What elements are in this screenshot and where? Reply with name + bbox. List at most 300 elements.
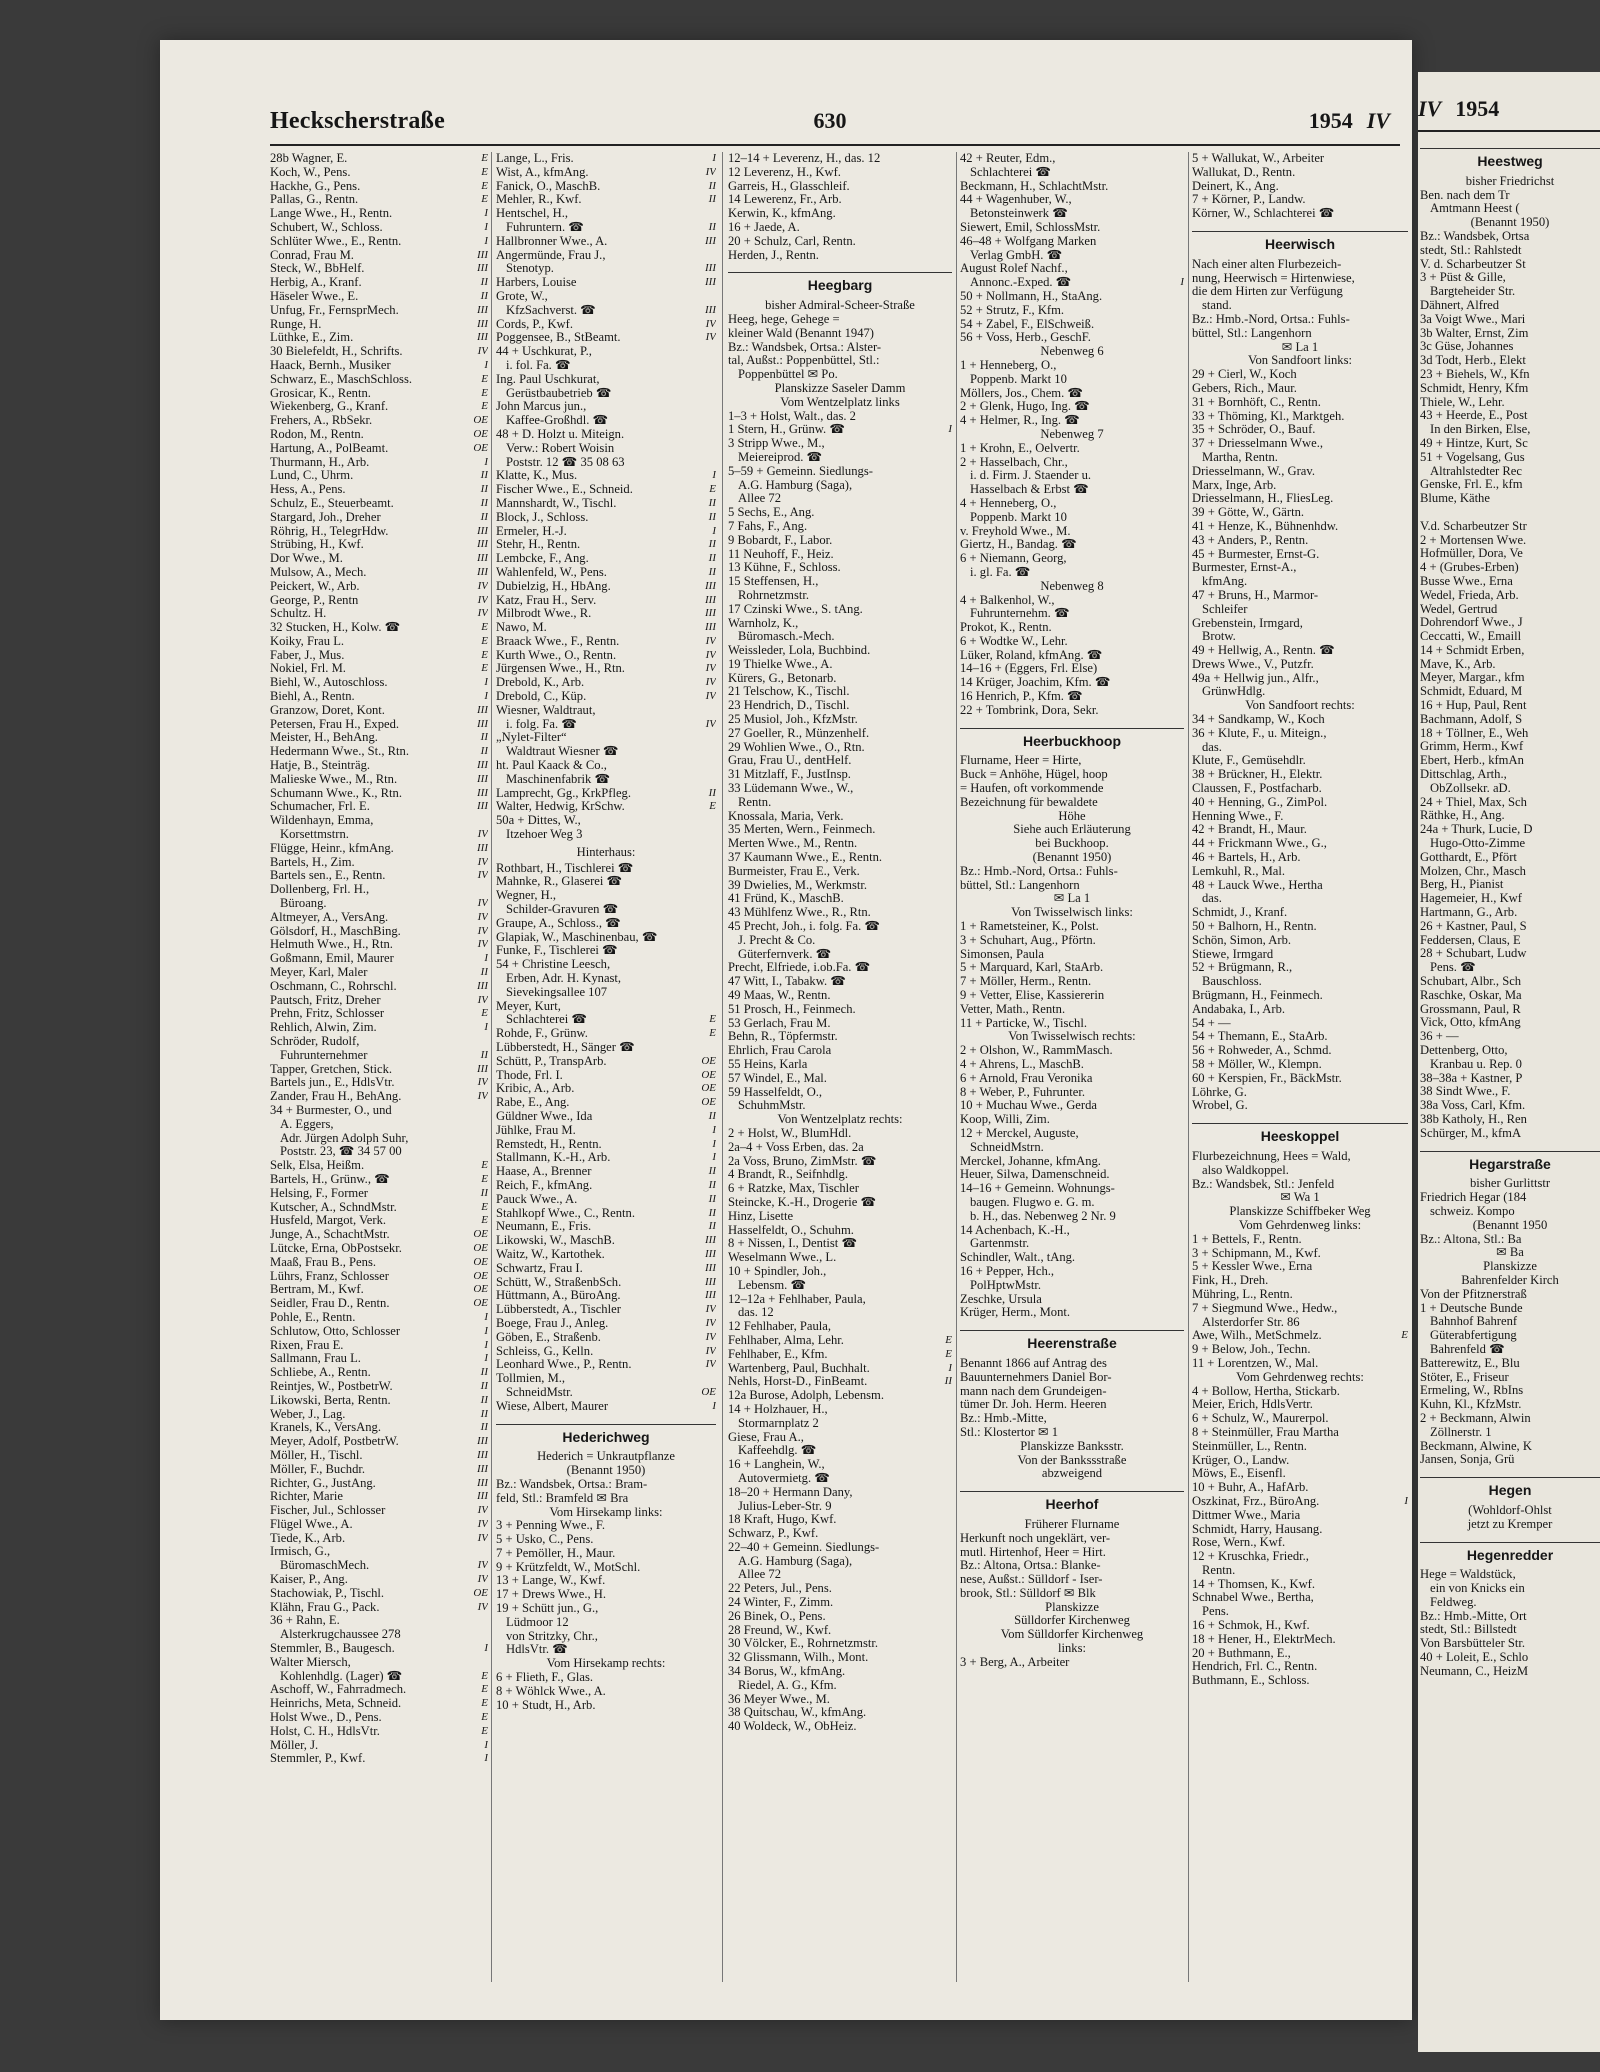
listing-entry [960,525,1184,539]
floor-marker: E [709,1027,716,1040]
listing-entry [728,617,952,631]
entry-text: Schumann Wwe., K., Rtn. [270,786,402,800]
entry-text: Kaffeehdlg. ☎ [738,1444,817,1458]
listing-entry [496,944,716,958]
listing-entry [1420,1384,1600,1398]
entry-text: Mannshardt, W., Tischl. [496,496,617,510]
listing-entry [960,1237,1184,1251]
floor-marker: III [477,262,488,275]
entry-text: Mühring, L., Rentn. [1192,1287,1293,1301]
listing-entry [270,1573,488,1587]
entry-text: Bz.: Hmb.-Mitte, Ort [1420,1609,1527,1623]
listing-entry [1420,258,1600,272]
listing-entry [960,1559,1184,1573]
listing-entry [1420,1412,1600,1426]
listing-entry [1192,548,1408,562]
entry-text: 22–40 + Gemeinn. Siedlungs- [728,1540,880,1554]
listing-entry [1420,878,1600,892]
entry-text: Schlutow, Otto, Schlosser [270,1324,401,1338]
entry-text: Strübing, H., Kwf. [270,538,364,552]
street-heading: Heestweg [1420,148,1600,169]
listing-entry [1192,1605,1408,1619]
entry-text: Grebenstein, Irmgard, [1192,616,1303,630]
listing-entry [1192,1426,1408,1440]
entry-text: Schulz, E., Steuerbeamt. [270,496,394,510]
listing-entry [270,773,488,787]
listing-entry [496,1372,716,1386]
floor-marker: II [708,538,716,551]
entry-text: Nawo, M. [496,621,547,635]
listing-entry [270,1352,488,1366]
listing-entry [1420,975,1600,989]
entry-text: nung, Heerwisch = Hirtenwiese, [1192,271,1355,285]
floor-marker: II [708,510,716,523]
street-heading: Heerbuckhoop [960,728,1184,749]
entry-text: 12 + Kruschka, Friedr., [1192,1550,1309,1564]
floor-marker: II [708,496,716,509]
listing-entry [1420,851,1600,865]
entry-text: Steck, W., BbHelf. [270,262,365,276]
listing-entry [1192,1072,1408,1086]
entry-text: Steincke, K.-H., Drogerie ☎ [728,1195,877,1209]
facing-page-header [1418,96,1499,122]
floor-marker: E [481,152,488,164]
listing-entry [1192,1578,1408,1592]
entry-text: Bz.: Wandsbek, Ortsa [1420,229,1530,243]
listing-entry [496,1331,716,1345]
entry-text: Schwarz, E., MaschSchloss. [270,372,413,386]
listing-entry [1420,1191,1600,1205]
entry-text: 7 + Pemöller, H., Maur. [496,1546,616,1560]
listing-entry [960,331,1184,345]
entry-text: Likowski, W., MaschB. [496,1234,615,1248]
listing-entry [728,1596,952,1610]
entry-text: Hasselfeldt, O., Schuhm. [728,1223,854,1237]
listing-entry [1420,906,1600,920]
floor-marker: II [480,276,488,289]
entry-text: 43 Mühlfenz Wwe., R., Rtn. [728,906,871,920]
entry-text: Itzehoer Weg 3 [506,828,583,842]
listing-entry [1420,1205,1600,1219]
listing-entry [496,1262,716,1276]
entry-text: Mehler, R., Kwf. [496,193,582,207]
entry-text: 24a + Thurk, Lucie, D [1420,823,1533,837]
floor-marker: III [477,303,488,316]
listing-entry [1420,796,1600,810]
entry-text: also Waldkoppel. [1202,1163,1289,1177]
entry-text: Waitz, W., Kartothek. [496,1247,605,1261]
column-3 [728,152,952,2020]
listing-entry [960,649,1184,663]
listing-entry [960,920,1184,934]
entry-text: Rodon, M., Rentn. [270,427,364,441]
listing-entry [496,1082,716,1096]
centered-note: Planskizze Schiffbeker Weg [1229,1205,1371,1219]
listing-entry [728,561,952,575]
listing-entry [1192,644,1408,658]
floor-marker: I [712,1137,716,1150]
entry-text: 33 Lüdemann Wwe., W., [728,782,854,796]
listing-entry [496,1574,716,1588]
listing-entry [270,1311,488,1325]
entry-text: Weselmann Wwe., L. [728,1251,837,1265]
listing-entry [1420,630,1600,644]
listing-entry [728,1693,952,1707]
entry-text: Hess, A., Pens. [270,483,346,497]
floor-marker: IV [477,910,488,923]
entry-text: Brügmann, H., Feinmech. [1192,989,1323,1003]
entry-text: Herkunft noch ungeklärt, ver- [960,1531,1111,1545]
entry-text: Raschke, Oskar, Ma [1420,988,1522,1002]
entry-text: 42 + Reuter, Edm., [960,152,1056,165]
listing-entry [496,662,716,676]
listing-entry [960,318,1184,332]
listing-entry [496,704,716,718]
listing-entry [496,1561,716,1575]
centered-note: Planskizze Saseler Damm [774,381,906,395]
listing-entry [1420,603,1600,617]
entry-text: Grau, Frau U., dentHelf. [728,754,852,768]
listing-entry [270,1035,488,1049]
listing-entry [496,1013,716,1027]
listing-entry [496,331,716,345]
listing-entry [1192,1164,1408,1178]
floor-marker: IV [477,828,488,841]
entry-text: PolHptwMstr. [970,1278,1042,1292]
listing-entry [960,989,1184,1003]
entry-text: 39 + Götte, W., Gärtn. [1192,506,1305,520]
floor-marker: IV [705,690,716,703]
entry-text: In den Birken, Else, [1430,423,1531,437]
listing-entry [1192,1647,1408,1661]
entry-text: 2 + Olshon, W., RammMasch. [960,1044,1113,1058]
entry-text: 54 + — [1192,1016,1231,1030]
entry-text: Cords, P., Kwf. [496,317,573,331]
floor-marker: III [705,1289,716,1302]
entry-text: 8 + Nissen, I., Dentist ☎ [728,1237,858,1251]
entry-text: Löhrke, G. [1192,1085,1247,1099]
listing-entry [270,442,488,456]
entry-text: 40 + Loleit, E., Schlo [1420,1651,1529,1665]
year: 1954 [1308,108,1353,133]
listing-entry [1420,740,1600,754]
listing-entry [270,1049,488,1063]
listing-entry [1192,1660,1408,1674]
listing-entry [960,1306,1184,1320]
entry-text: George, P., Rentn [270,593,359,607]
entry-text: Flügge, Heinr., kfmAng. [270,841,394,855]
floor-marker: IV [477,869,488,882]
entry-text: 52 + Brügmann, R., [1192,961,1293,975]
listing-entry [728,193,952,207]
listing-entry [960,1371,1184,1385]
entry-text: Stallmann, K.-H., Arb. [496,1151,611,1165]
entry-text: 23 + Biehels, W., Kfn [1420,367,1530,381]
entry-text: 24 Winter, F., Zimm. [728,1596,834,1610]
entry-text: Grossmann, Paul, R [1420,1002,1521,1016]
entry-text: Bartels, H., Zim. [270,855,355,869]
entry-text: Fuhrunternehmer [280,1048,368,1062]
floor-marker: OE [473,1255,488,1268]
listing-entry [270,483,488,497]
entry-text: 36 + — [1420,1030,1459,1044]
entry-text: Bartels jun., E., HdlsVtr. [270,1076,395,1090]
volume: IV [1366,108,1390,133]
entry-text: Unfug, Fr., FernsprMech. [270,303,399,317]
floor-marker: II [480,1366,488,1379]
entry-text: Grimm, Herm., Kwf [1420,740,1524,754]
listing-entry [1420,616,1600,630]
listing-entry [728,1444,952,1458]
entry-text: Lührs, Franz, Schlosser [270,1269,389,1283]
entry-text: Annonc.-Exped. ☎ [970,276,1072,290]
listing-entry [728,630,952,644]
entry-text: Heinrichs, Meta, Schneid. [270,1697,402,1711]
listing-entry [728,1320,952,1334]
entry-text: 22 + Tombrink, Dora, Sekr. [960,703,1099,717]
listing-entry [496,607,716,621]
entry-text: 16 + Jaede, A. [728,220,800,234]
facing-volume: IV [1418,96,1442,121]
listing-entry [1420,1371,1600,1385]
centered-note: Von der Bankssstraße [1017,1453,1127,1467]
listing-entry [728,589,952,603]
listing-entry [270,1145,488,1159]
entry-text: Giese, Frau A., [728,1430,804,1444]
entry-text: Schumacher, Frl. E. [270,800,370,814]
entry-text: Bz.: Hmb.-Mitte, [960,1412,1047,1426]
floor-marker: III [705,1247,716,1260]
listing-entry [728,741,952,755]
entry-text: Klatte, K., Mus. [496,469,578,483]
listing-entry [728,658,952,672]
entry-text: Burmeister, Frau E., Verk. [728,864,860,878]
listing-entry [1192,1440,1408,1454]
entry-text: Schleifer [1202,602,1248,616]
entry-text: Von Barsbütteler Str. [1420,1637,1526,1651]
listing-entry [728,1417,952,1431]
listing-entry [728,492,952,506]
listing-entry [960,1210,1184,1224]
entry-text: 1 + Deutsche Bunde [1420,1301,1523,1315]
listing-entry [270,1173,488,1187]
entry-text: Lange, L., Fris. [496,152,574,165]
listing-entry [960,1058,1184,1072]
listing-entry [728,865,952,879]
entry-text: Kürers, G., Betonarb. [728,671,837,685]
entry-text: Hüttmann, A., BüroAng. [496,1289,621,1303]
entry-text: Ing. Paul Uschkurat, [496,372,600,386]
floor-marker: III [477,841,488,854]
floor-marker: I [484,1738,488,1751]
listing-entry [1420,961,1600,975]
listing-entry [1192,368,1408,382]
entry-text: Amtmann Heest ( [1430,202,1520,216]
listing-entry [1192,1633,1408,1647]
floor-marker: II [480,1186,488,1199]
entry-text: Braack Wwe., F., Rentn. [496,634,620,648]
street-running-head: Heckscherstraße [270,108,445,134]
entry-text: 14 Achenbach, K.-H., [960,1223,1070,1237]
listing-entry [270,1463,488,1477]
entry-text: Henning Wwe., F. [1192,809,1284,823]
listing-entry [270,1104,488,1118]
listing-entry [1420,1329,1600,1343]
entry-text: 39 Dwielies, M., Werkmstr. [728,878,868,892]
entry-text: Rose, Wern., Kwf. [1192,1536,1286,1550]
floor-marker: I [712,1399,716,1412]
floor-marker: E [481,193,488,206]
entry-text: Bargteheider Str. [1430,285,1516,299]
listing-entry [728,782,952,796]
entry-text: Weissleder, Lola, Buchbind. [728,644,871,658]
listing-entry [960,662,1184,676]
entry-text: 18 + Töllner, E., Weh [1420,726,1529,740]
listing-entry [496,483,716,497]
listing-entry [496,373,716,387]
listing-entry [270,387,488,401]
entry-text: 8 + Wöhlck Wwe., A. [496,1684,606,1698]
listing-entry [1192,382,1408,396]
centered-note: Planskizze [1483,1260,1537,1274]
listing-entry [270,1421,488,1435]
entry-text: Peickert, W., Arb. [270,579,360,593]
entry-text: Nehls, Horst-D., FinBeamt. [728,1375,868,1389]
entry-text: Wiekenberg, G., Kranf. [270,400,389,414]
listing-entry [960,152,1184,166]
entry-text: Rentn. [1202,1563,1236,1577]
entry-text: Molzen, Chr., Masch [1420,864,1526,878]
entry-text: 12 Fehlhaber, Paula, [728,1320,832,1334]
listing-entry [270,207,488,221]
listing-entry [960,456,1184,470]
street-heading: Hegen [1420,1477,1600,1498]
listing-entry [1192,492,1408,506]
listing-entry [270,1518,488,1532]
listing-entry [1420,189,1600,203]
listing-entry [270,1711,488,1725]
floor-marker: OE [701,1054,716,1067]
listing-entry [496,814,716,828]
entry-text: Bz.: Altona, Stl.: Ba [1420,1232,1522,1246]
entry-text: 7 + Möller, Herm., Rentn. [960,975,1092,989]
listing-entry [728,465,952,479]
entry-text: Allee 72 [738,1568,782,1582]
listing-entry [270,235,488,249]
entry-text: Stiewe, Irmgard [1192,947,1274,961]
listing-entry [1420,202,1600,216]
listing-entry [496,731,716,745]
entry-text: stand. [1202,299,1232,313]
entry-text: Ebert, Herb., kfmAn [1420,754,1524,768]
listing-entry [728,892,952,906]
entry-text: Beckmann, H., SchlachtMstr. [960,179,1109,193]
floor-marker: I [712,1151,716,1164]
listing-entry [1420,1623,1600,1637]
entry-text: Walter, Hedwig, KrSchw. [496,800,625,814]
entry-text: 32 Glissmann, Wilh., Mont. [728,1651,869,1665]
entry-text: Fehlhaber, Alma, Lehr. [728,1333,844,1347]
listing-entry [1420,1127,1600,1141]
listing-entry [728,975,952,989]
entry-text: 7 + Körner, P., Landw. [1192,193,1306,207]
listing-entry [270,359,488,373]
listing-entry [270,1545,488,1559]
entry-text: Oszkinat, Frz., BüroAng. [1192,1494,1320,1508]
entry-text: Leonhard Wwe., P., Rentn. [496,1358,632,1372]
listing-entry [1192,961,1408,975]
entry-text: Runge, H. [270,317,322,331]
listing-entry [1420,451,1600,465]
floor-marker: III [705,276,716,289]
entry-text: Beckmann, Alwine, K [1420,1439,1532,1453]
listing-entry [496,1179,716,1193]
entry-text: Funke, F., Tischlerei ☎ [496,944,618,958]
entry-text: Weber, J., Lag. [270,1407,346,1421]
listing-entry [1192,1454,1408,1468]
listing-entry [496,1345,716,1359]
entry-text: Klähn, Frau G., Pack. [270,1600,380,1614]
entry-text: Wedel, Frieda, Arb. [1420,588,1519,602]
listing-entry [270,1477,488,1491]
entry-text: 42 + Brandt, H., Maur. [1192,823,1307,837]
listing-entry [496,304,716,318]
floor-marker: II [708,565,716,578]
entry-text: 37 Kaumann Wwe., E., Rentn. [728,851,883,865]
entry-text: Meyer, Adolf, PostbetrW. [270,1435,399,1449]
entry-text: „Nylet-Filter“ [496,731,567,745]
listing-entry [1192,575,1408,589]
listing-entry [1192,561,1408,575]
listing-entry [728,989,952,1003]
entry-text: 16 Henrich, P., Kfm. ☎ [960,690,1083,704]
listing-entry [270,1201,488,1215]
listing-entry [496,1478,716,1492]
floor-marker: III [477,524,488,537]
listing-entry [1420,1302,1600,1316]
entry-text: Stormarnplatz 2 [738,1416,819,1430]
entry-text: Möllers, Jos., Chem. ☎ [960,386,1084,400]
listing-entry [1192,1302,1408,1316]
entry-text: Friedrich Hegar (184 [1420,1191,1527,1205]
entry-text: Gölsdorf, H., MaschBing. [270,924,401,938]
entry-text: Likowski, Berta, Rentn. [270,1393,391,1407]
listing-entry [960,1182,1184,1196]
entry-text: Block, J., Schloss. [496,510,589,524]
entry-text: A.G. Hamburg (Saga), [738,1554,853,1568]
floor-marker: I [484,1338,488,1351]
entry-text: Adr. Jürgen Adolph Suhr, [280,1131,409,1145]
listing-entry [728,713,952,727]
entry-text: 19 + Schütt jun., G., [496,1602,599,1616]
floor-marker: I [484,455,488,468]
page-number: 630 [813,108,847,133]
entry-text: 5 + Wallukat, W., Arbeiter [1192,152,1325,165]
entry-text: i. d. Firm. J. Staender u. [970,469,1092,483]
listing-entry [496,235,716,249]
listing-entry [728,1086,952,1100]
entry-text: Prehn, Fritz, Schlosser [270,1007,385,1021]
entry-text: Kranbau u. Rep. 0 [1430,1057,1522,1071]
listing-entry [270,1490,488,1504]
entry-text: 32 Stucken, H., Kolw. ☎ [270,621,401,635]
floor-marker: III [705,607,716,620]
listing-entry [1192,603,1408,617]
listing-entry [270,456,488,470]
entry-text: GrünwHdlg. [1202,685,1266,699]
listing-entry [496,290,716,304]
entry-text: i. fol. Fa. ☎ [506,358,571,372]
